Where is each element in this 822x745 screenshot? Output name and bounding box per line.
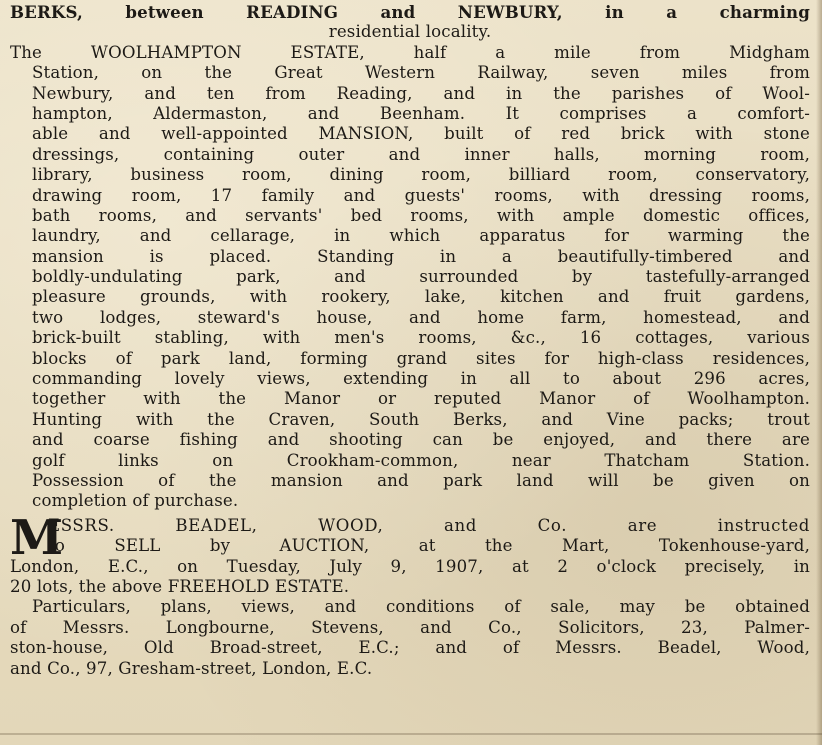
body-line: boldly-undulating park, and surrounded by tastefully-arranged <box>32 267 810 287</box>
body-line: Station, on the Great Western Railway, seven miles from <box>32 63 810 83</box>
column-rule <box>0 733 822 735</box>
body-line: drawing room, 17 family and guests' rooms, with dressing rooms, <box>32 185 810 205</box>
body-line: Hunting with the Craven, South Berks, and Vine packs; trout <box>32 409 810 429</box>
body-line: brick-built stabling, with men's rooms, &c., 16 cottages, various <box>32 328 810 348</box>
body-line: laundry, and cellarage, in which apparatus for warming the <box>32 226 810 246</box>
auction-notice <box>10 509 810 598</box>
auction-last-line: 20 lots, the above FREEHOLD ESTATE. <box>10 576 350 596</box>
body-line: bath rooms, and servants' bed rooms, with ample domestic offices, <box>32 205 810 225</box>
paper-edge <box>816 0 822 745</box>
estate-description <box>10 43 810 512</box>
advert-heading: BERKS, between READING and NEWBURY, in a charming <box>10 2 810 22</box>
body-line: dressings, containing outer and inner halls, morning room, <box>32 144 810 164</box>
body-line: Possession of the mansion and park land will be given on <box>32 470 810 490</box>
body-line: Newbury, and ten from Reading, and in the parishes of Wool- <box>32 83 810 103</box>
particulars-line: Particulars, plans, views, and conditions of sale, may be obtained <box>32 597 810 617</box>
body-line: able and well-appointed MANSION, built of red brick with stone <box>32 124 810 144</box>
body-last-line: completion of purchase. <box>32 491 239 511</box>
auction-line: ESSRS. BEADEL, WOOD, and Co. are instructed <box>48 515 810 535</box>
body-line: pleasure grounds, with rookery, lake, kitchen and fruit gardens, <box>32 287 810 307</box>
body-line: blocks of park land, forming grand sites for high-class residences, <box>32 348 810 368</box>
body-line: two lodges, steward's house, and home farm, homestead, and <box>32 307 810 327</box>
body-line: hampton, Aldermaston, and Beenham. It comprises a comfort- <box>32 103 810 123</box>
particulars-line: of Messrs. Longbourne, Stevens, and Co., Solicitors, 23, Palmer- <box>10 617 810 637</box>
particulars-notice <box>10 597 810 679</box>
auction-dropcap: M <box>10 509 64 566</box>
particulars-line: ston-house, Old Broad-street, E.C.; and of Messrs. Beadel, Wood, <box>10 638 810 658</box>
body-line: mansion is placed. Standing in a beautifully-timbered and <box>32 246 810 266</box>
particulars-last-line: and Co., 97, Gresham-street, London, E.C. <box>10 658 373 678</box>
auction-line: to SELL by AUCTION, at the Mart, Tokenhouse-yard, <box>48 536 810 556</box>
advert-column <box>10 2 810 679</box>
auction-line: London, E.C., on Tuesday, July 9, 1907, at 2 o'clock precisely, in <box>10 556 810 576</box>
body-line: and coarse fishing and shooting can be enjoyed, and there are <box>32 430 810 450</box>
body-line: together with the Manor or reputed Manor of Woolhampton. <box>32 389 810 409</box>
body-line: golf links on Crookham-common, near Thatcham Station. <box>32 450 810 470</box>
body-line: library, business room, dining room, billiard room, conservatory, <box>32 165 810 185</box>
advert-subheading: residential locality. <box>328 22 492 42</box>
body-line: The WOOLHAMPTON ESTATE, half a mile from Midgham <box>10 42 810 62</box>
body-line: commanding lovely views, extending in all to about 296 acres, <box>32 369 810 389</box>
